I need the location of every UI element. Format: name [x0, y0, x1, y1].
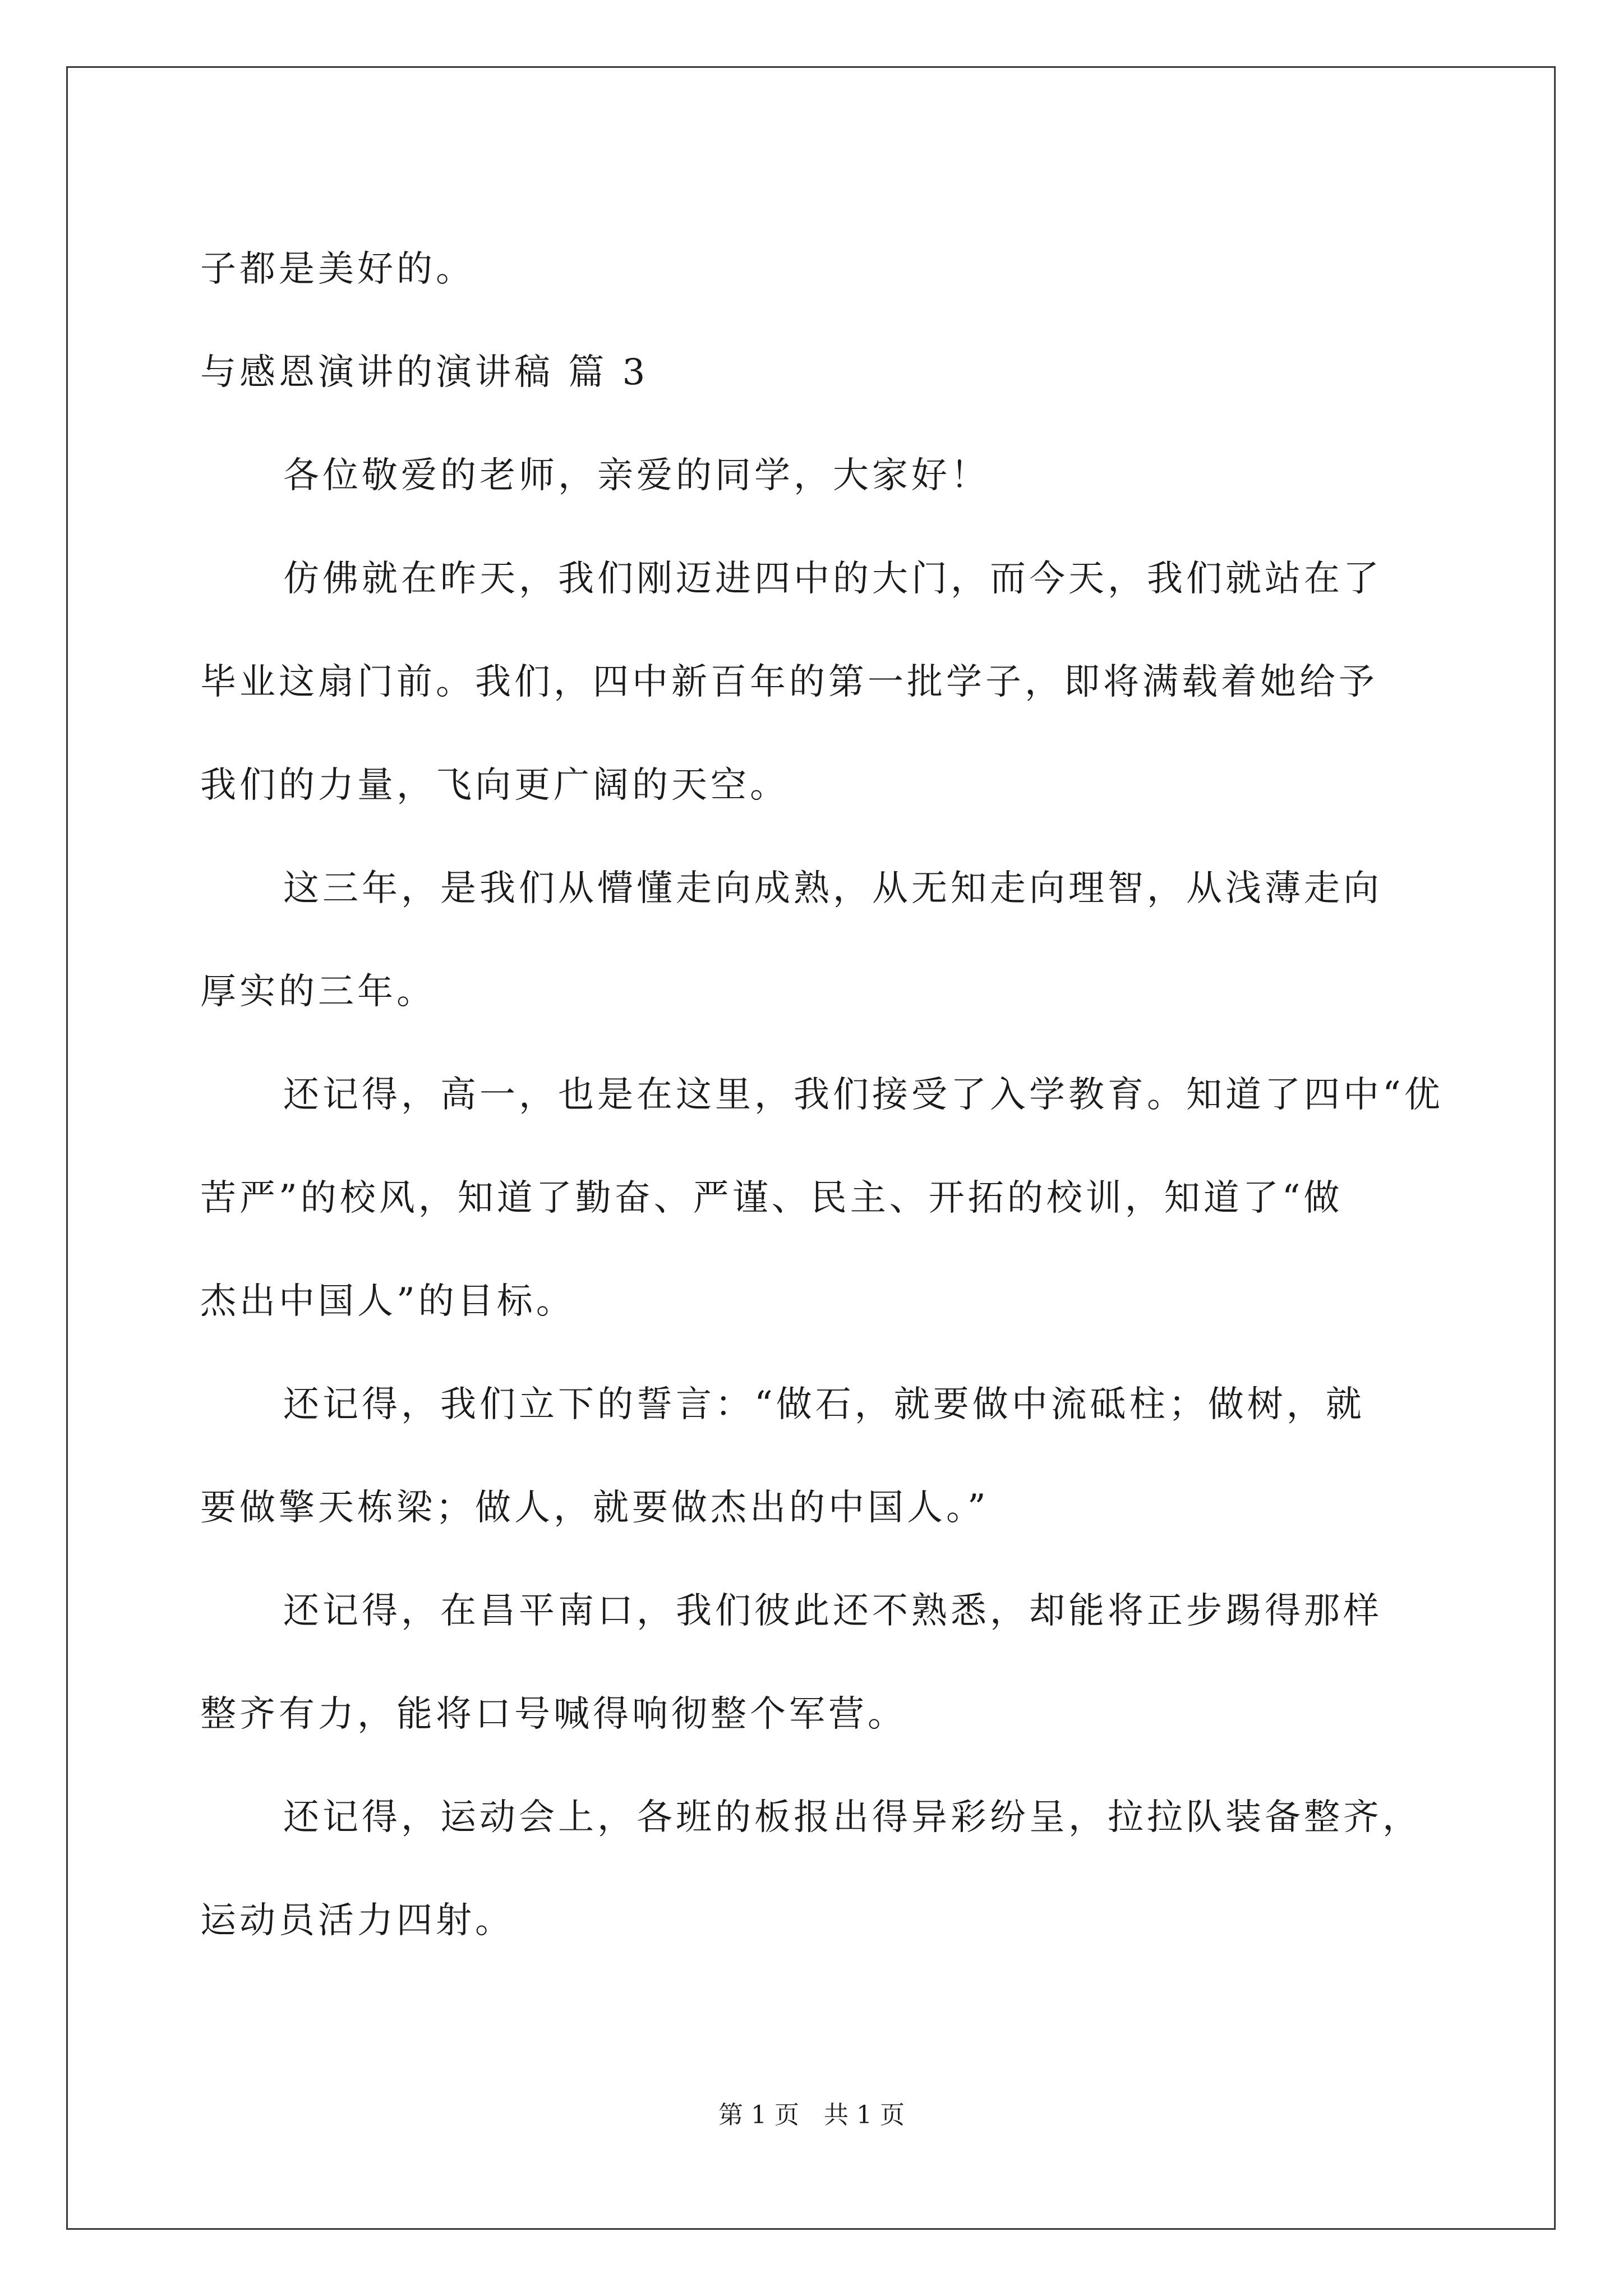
page-number-footer: 第 1 页 共 1 页	[718, 2101, 905, 2129]
text-line-6: 我们的力量，飞向更广阔的天空。	[200, 765, 789, 806]
greeting-line: 各位敬爱的老师，亲爱的同学，大家好！	[283, 455, 990, 496]
text-line-17: 运动员活力四射。	[200, 1900, 514, 1941]
text-line-9: 还记得，高一，也是在这里，我们接受了入学教育。知道了四中“优	[283, 1074, 1444, 1116]
text-line-1: 子都是美好的。	[200, 249, 475, 290]
text-line-4: 仿佛就在昨天，我们刚迈进四中的大门，而今天，我们就站在了	[283, 558, 1382, 600]
text-line-13: 要做擎天栋梁；做人，就要做杰出的中国人。”	[200, 1487, 989, 1529]
section-heading: 与感恩演讲的演讲稿 篇 3	[200, 352, 649, 393]
text-line-16: 还记得，运动会上，各班的板报出得异彩纷呈，拉拉队装备整齐，	[283, 1797, 1422, 1838]
text-line-8: 厚实的三年。	[200, 971, 436, 1013]
text-line-10: 苦严”的校风，知道了勤奋、严谨、民主、开拓的校训，知道了“做	[200, 1177, 1343, 1219]
text-line-5: 毕业这扇门前。我们，四中新百年的第一批学子，即将满载着她给予	[200, 661, 1378, 703]
text-line-14: 还记得，在昌平南口，我们彼此还不熟悉，却能将正步踢得那样	[283, 1590, 1382, 1632]
document-body	[200, 218, 1444, 1972]
text-line-15: 整齐有力，能将口号喊得响彻整个军营。	[200, 1694, 907, 1735]
text-line-12: 还记得，我们立下的誓言：“做石，就要做中流砥柱；做树，就	[283, 1384, 1365, 1425]
text-line-11: 杰出中国人”的目标。	[200, 1281, 575, 1322]
text-line-7: 这三年，是我们从懵懂走向成熟，从无知走向理智，从浅薄走向	[283, 868, 1382, 909]
